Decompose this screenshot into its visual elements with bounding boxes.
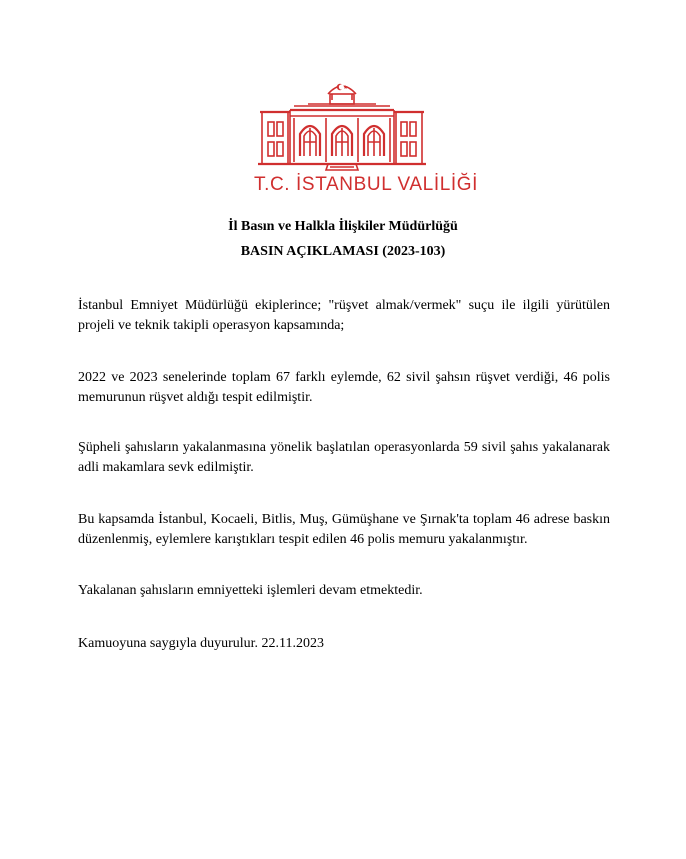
paragraph-intro: İstanbul Emniyet Müdürlüğü ekiplerince; "rüşvet almak/vermek" suçu ile ilgili yürütülen projeli ve teknik takipli operasyon kapsamında;	[78, 298, 610, 333]
press-release-title: BASIN AÇIKLAMASI (2023-103)	[240, 244, 446, 259]
paragraph-findings: 2022 ve 2023 senelerinde toplam 67 farklı eylemde, 62 sivil şahsın rüşvet verdiği, 46 polis memurunun rüşvet aldığı tespit edilmiştir.	[78, 370, 610, 405]
paragraph-proceedings: Yakalanan şahısların emniyetteki işlemleri devam etmektedir.	[78, 583, 423, 598]
department-name: İl Basın ve Halkla İlişkiler Müdürlüğü	[228, 219, 458, 234]
paragraph-raids: Bu kapsamda İstanbul, Kocaeli, Bitlis, Muş, Gümüşhane ve Şırnak'ta toplam 46 adrese baskın düzenlenmiş, eylemlere karıştıkları tespit edilen 46 polis memuru yakalanmıştır.	[78, 512, 610, 547]
paragraph-arrests: Şüpheli şahısların yakalanmasına yönelik başlatılan operasyonlarda 59 sivil şahıs yakalanarak adli makamlara sevk edilmiştir.	[78, 440, 610, 475]
paragraph-closing: Kamuoyuna saygıyla duyurulur. 22.11.2023	[78, 636, 325, 651]
governorship-building-icon	[254, 76, 430, 172]
logo-text: T.C. İSTANBUL VALİLİĞİ	[254, 174, 479, 195]
istanbul-valiligi-logo	[254, 76, 479, 206]
